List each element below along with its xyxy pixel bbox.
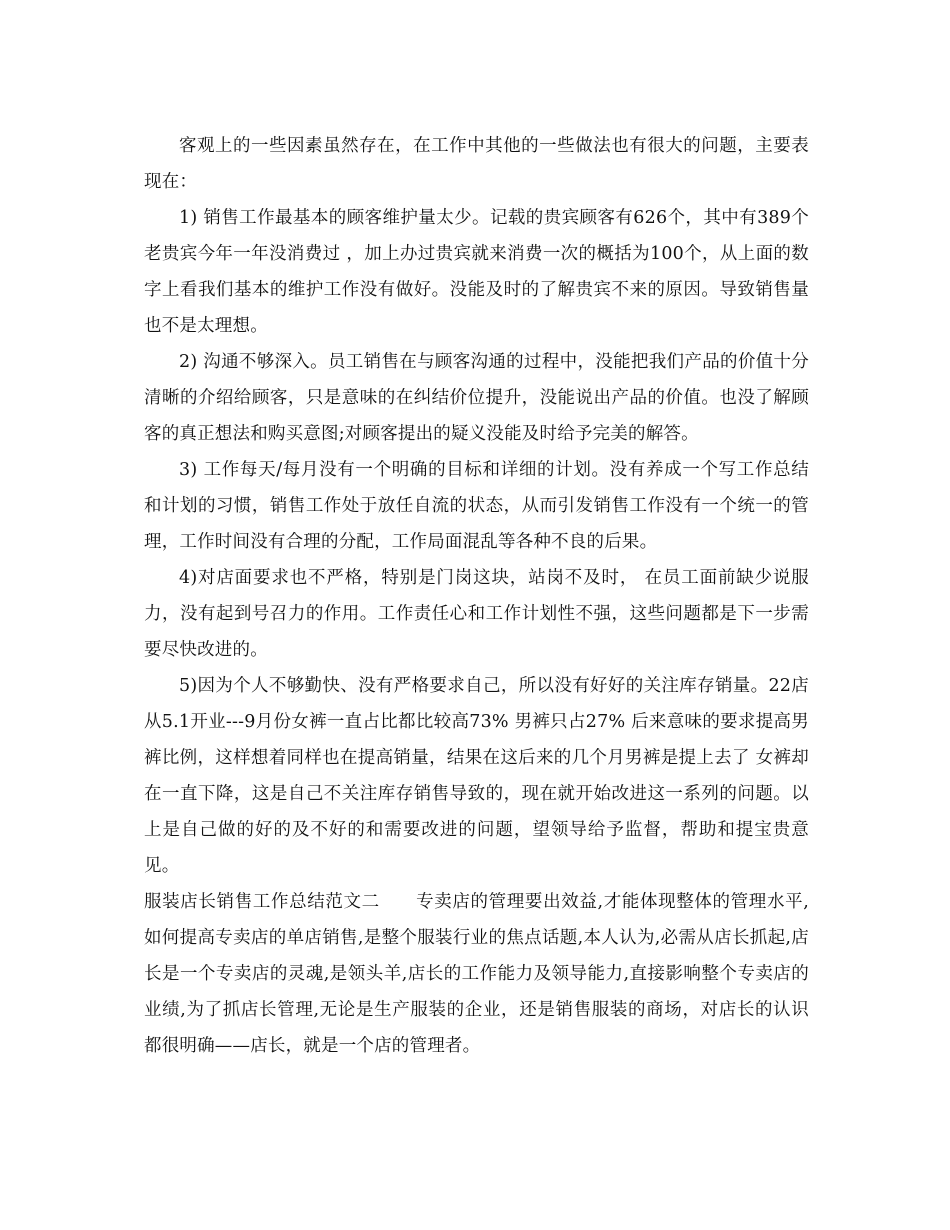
paragraph-item-1: 1) 销售工作最基本的顾客维护量太少。记载的贵宾顾客有626个，其中有389个老贵宾今年一年没消费过 ，加上办过贵宾就来消费一次的概括为100个，从上面的数字上看我们基本的维护工作没有做好。没能及时的了解贵宾不来的原因。导致销售量也不是太理想。 bbox=[144, 208, 809, 336]
paragraph-item-4: 4)对店面要求也不严格，特别是门岗这块，站岗不及时， 在员工面前缺少说服力，没有起到号召力的作用。工作责任心和工作计划性不强，这些问题都是下一步需要尽快改进的。 bbox=[144, 568, 809, 660]
paragraph-item-3: 3) 工作每天/每月没有一个明确的目标和详细的计划。没有养成一个写工作总结和计划的习惯，销售工作处于放任自流的状态，从而引发销售工作没有一个统一的管理，工作时间没有合理的分配，工作局面混乱等各种不良的后果。 bbox=[144, 460, 809, 552]
paragraph-section-two: 服装店长销售工作总结范文二 专卖店的管理要出效益,才能体现整体的管理水平,如何提高专卖店的单店销售,是整个服装行业的焦点话题,本人认为,必需从店长抓起,店长是一个专卖店的灵魂,是领头羊,店长的工作能力及领导能力,直接影响整个专卖店的业绩,为了抓店长管理,无论是生产服装的企业，还是销售服装的商场，对店长的认识都很明确——店长，就是一个店的管理者。 bbox=[144, 892, 809, 1056]
paragraph-intro: 客观上的一些因素虽然存在，在工作中其他的一些做法也有很大的问题，主要表现在： bbox=[144, 136, 809, 192]
paragraph-item-2: 2) 沟通不够深入。员工销售在与顾客沟通的过程中，没能把我们产品的价值十分清晰的介绍给顾客，只是意味的在纠结价位提升，没能说出产品的价值。也没了解顾客的真正想法和购买意图;对顾客提出的疑义没能及时给予完美的解答。 bbox=[144, 352, 809, 444]
document-body bbox=[144, 128, 809, 1064]
paragraph-item-5: 5)因为个人不够勤快、没有严格要求自己，所以没有好好的关注库存销量。22店从5.1开业---9月份女裤一直占比都比较高73% 男裤只占27% 后来意味的要求提高男裤比例，这样想着同样也在提高销量，结果在这后来的几个月男裤是提上去了 女裤却在一直下降，这是自己不关注库存销售导致的，现在就开始改进这一系列的问题。以上是自己做的好的及不好的和需要改进的问题，望领导给予监督，帮助和提宝贵意见。 bbox=[144, 676, 809, 876]
